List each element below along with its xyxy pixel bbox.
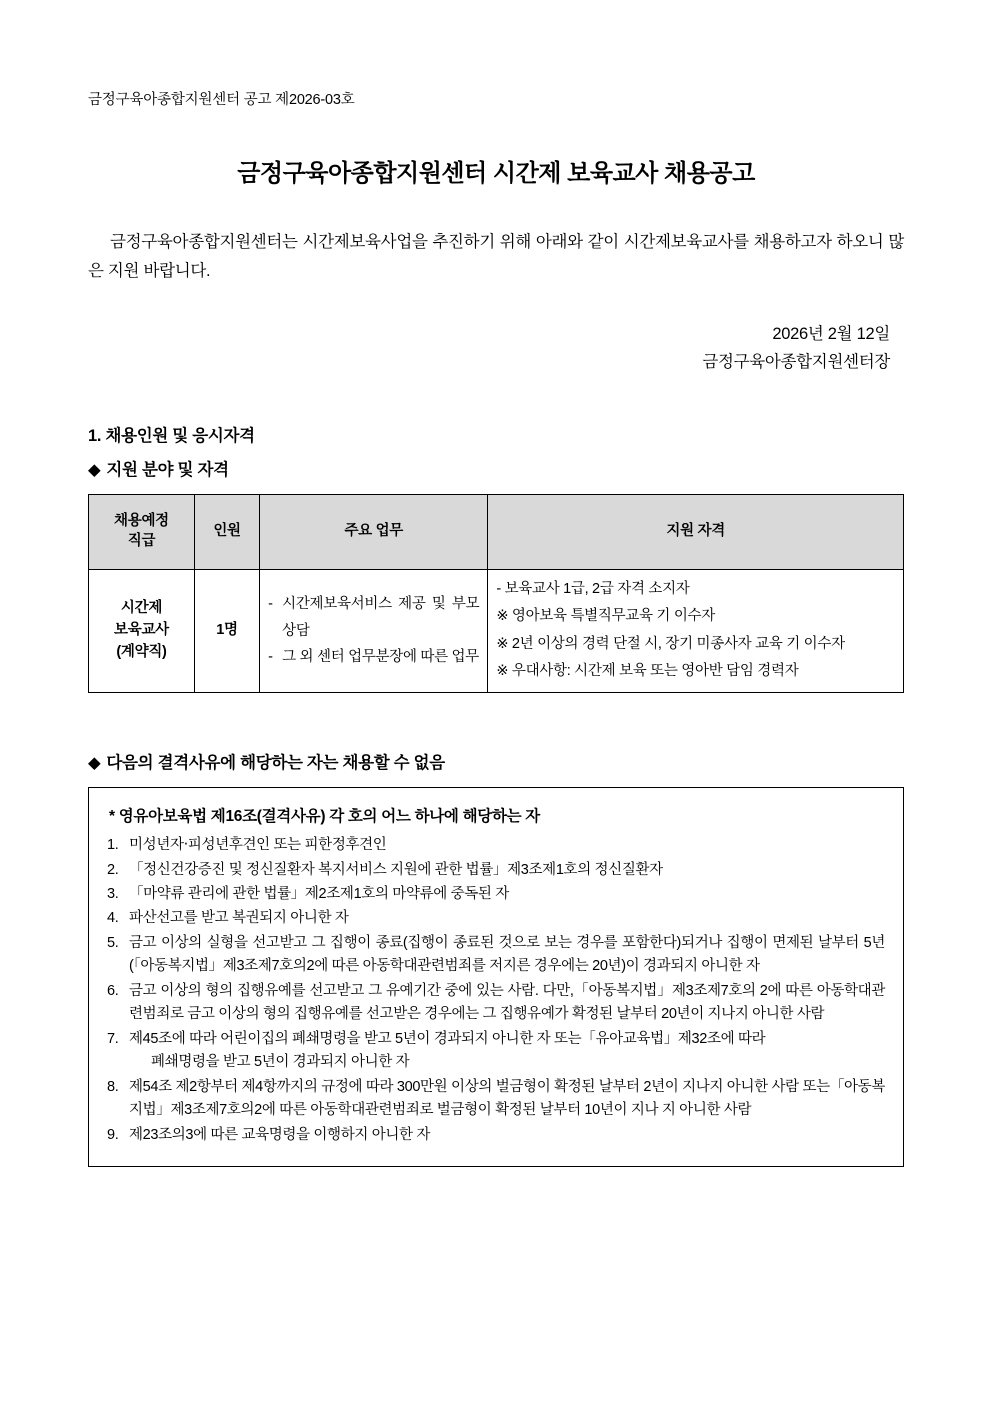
header-position-line2: 직급 (127, 532, 156, 549)
header-duty: 주요 업무 (260, 494, 488, 569)
item-text: 금고 이상의 형의 집행유예를 선고받고 그 유예기간 중에 있는 사람. 다만,「아동복지법」제3조제7호의 2에 따른 아동학대관련범죄로 금고 이상의 형의 집행유예를 선고받은 경우에는 그 집행유예가 확정된 날부터 20년이 지나지 아니한 사람 (129, 982, 885, 1023)
section-1-subheading-label: 지원 분야 및 자격 (106, 460, 229, 479)
item-text: 미성년자‧피성년후견인 또는 피한정후견인 (129, 837, 387, 854)
header-position-line1: 채용예정 (114, 513, 169, 530)
dash-marker: - (268, 649, 273, 666)
issue-date: 2026년 2월 12일 (772, 324, 890, 343)
item-subtext: 폐쇄명령을 받고 5년이 경과되지 아니한 자 (151, 1054, 410, 1071)
issuer-name: 금정구육아종합지원센터장 (702, 352, 890, 371)
cell-qualifications (488, 569, 904, 692)
qualification-item: ※ 우대사항: 시간제 보육 또는 영아반 담임 경력자 (496, 663, 799, 680)
duty-text: 시간제보육서비스 제공 및 부모 상담 (282, 595, 480, 639)
document-number: 금정구육아종합지원센터 공고 제2026-03호 (88, 92, 355, 108)
item-number: 2. (107, 861, 119, 878)
qualification-item: ※ 2년 이상의 경력 단절 시, 장기 미종사자 교육 기 이수자 (496, 635, 845, 652)
list-item (107, 932, 885, 979)
cell-count: 1명 (194, 569, 259, 692)
item-number: 1. (107, 837, 119, 854)
section-1-subheading (88, 456, 904, 480)
disqualification-list (107, 834, 885, 1147)
item-text: 제54조 제2항부터 제4항까지의 규정에 따라 300만원 이상의 벌금형이 확정된 날부터 2년이 지나지 아니한 사람 또는「아동복지법」제3조제7호의2에 따른 아동학대관련범죄로 벌금형이 확정된 날부터 10년이 지나 지 아니한 사람 (129, 1078, 885, 1119)
cell-position-line3: (계약직) (116, 643, 167, 660)
table-row (89, 569, 904, 692)
qualification-item: ※ 영아보육 특별직무교육 기 이수자 (496, 608, 715, 625)
intro-paragraph: 금정구육아종합지원센터는 시간제보육사업을 추진하기 위해 아래와 같이 시간제보육교사를 채용하고자 하오니 많은 지원 바랍니다. (88, 233, 904, 280)
list-item (107, 1028, 885, 1075)
cell-position (89, 569, 195, 692)
item-number: 5. (107, 934, 119, 951)
diamond-icon: ◆ (88, 754, 101, 773)
item-text: 제45조에 따라 어린이집의 폐쇄명령을 받고 5년이 경과되지 아니한 자 또는「유아교육법」제32조에 따라 (129, 1030, 766, 1047)
cell-position-line1: 시간제 (120, 600, 163, 617)
section-1-heading: 1. 채용인원 및 응시자격 (88, 426, 255, 445)
list-item (107, 1076, 885, 1123)
item-text: 파산선고를 받고 복권되지 아니한 자 (129, 910, 349, 927)
item-number: 3. (107, 886, 119, 902)
page-title: 금정구육아종합지원센터 시간제 보육교사 채용공고 (237, 160, 755, 187)
list-item (107, 1124, 885, 1147)
item-text: 금고 이상의 실형을 선고받고 그 집행이 종료(집행이 종료된 것으로 보는 경우를 포함한다)되거나 집행이 면제된 날부터 5년(「아동복지법」제3조제7호의2에 따른 아동학대관련범죄를 저지른 경우에는 20년)이 경과되지 아니한 자 (129, 934, 885, 975)
duty-text: 그 외 센터 업무분장에 따른 업무 (282, 649, 479, 666)
item-text: 제23조의3에 따른 교육명령을 이행하지 아니한 자 (129, 1126, 431, 1143)
header-position (89, 494, 195, 569)
date-issuer-block (88, 320, 890, 376)
item-number: 4. (107, 910, 119, 927)
list-item (107, 907, 885, 930)
item-number: 6. (107, 982, 119, 999)
cell-position-line2: 보육교사 (114, 622, 169, 639)
item-number: 7. (107, 1030, 119, 1047)
dash-marker: - (268, 595, 273, 612)
header-qualification: 지원 자격 (488, 494, 904, 569)
qualification-item: - 보육교사 1급, 2급 자격 소지자 (496, 580, 690, 597)
disqualification-box-title: * 영유아보육법 제16조(결격사유) 각 호의 어느 하나에 해당하는 자 (109, 808, 540, 826)
item-number: 8. (107, 1078, 119, 1095)
item-text: 「정신건강증진 및 정신질환자 복지서비스 지원에 관한 법률」제3조제1호의 정신질환자 (129, 861, 663, 878)
recruitment-table (88, 494, 904, 693)
disqualification-box (88, 787, 904, 1167)
item-text: 「마약류 관리에 관한 법률」제2조제1호의 마약류에 중독된 자 (129, 886, 509, 902)
duty-item (268, 644, 479, 671)
diamond-icon: ◆ (88, 460, 101, 479)
duty-item (268, 591, 479, 645)
section-2-heading-label: 다음의 결격사유에 해당하는 자는 채용할 수 없음 (106, 754, 445, 773)
list-item (107, 980, 885, 1027)
cell-duties (260, 569, 488, 692)
list-item (107, 883, 885, 906)
section-2-heading (88, 749, 904, 773)
header-count: 인원 (194, 494, 259, 569)
list-item (107, 859, 885, 882)
table-header-row (89, 494, 904, 569)
list-item (107, 834, 885, 857)
item-number: 9. (107, 1126, 119, 1143)
